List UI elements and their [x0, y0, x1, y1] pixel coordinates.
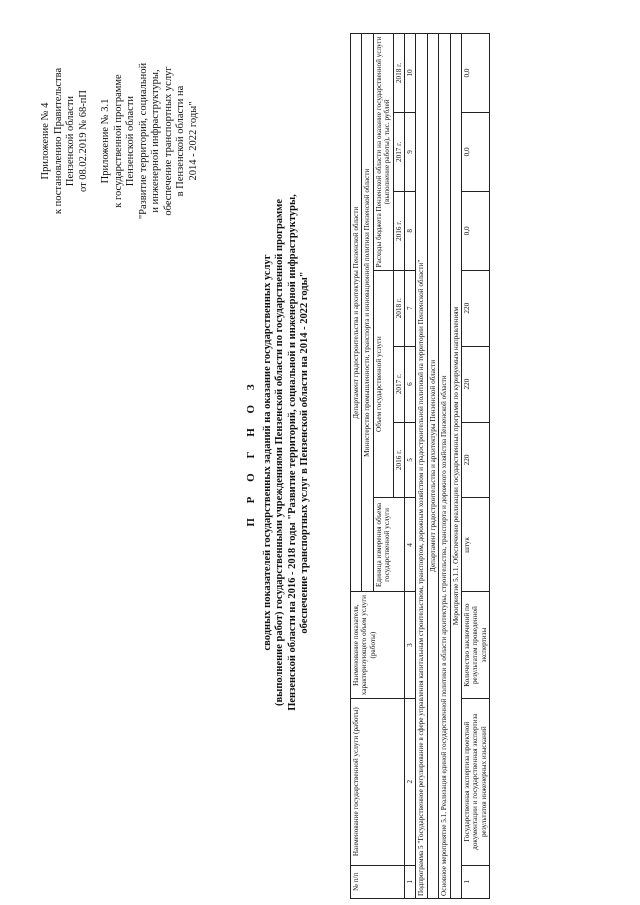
table-row — [462, 34, 490, 899]
column-number: 10 — [405, 34, 416, 113]
department-row: Департамент градостроительства и архитектуры Пензенской области — [427, 34, 438, 899]
title-line-3: Пензенской области на 2016 - 2018 годы "Развитие территорий, социальной и инженерной инфраструктуры, — [286, 194, 298, 711]
year-header: 2018 г. — [393, 270, 404, 346]
subprogram-row: Подпрограмма 5 "Государственное регулирование в сфере управления капитальным строительством, транспортом, дорожным хозяйством и градостроительной политикой на территории Пензенской области" — [416, 34, 427, 899]
row-cost-2018: 0,0 — [462, 34, 490, 113]
title-line-1: сводных показателей государственных заданий на оказание государственных услуг — [261, 254, 273, 651]
header-volume: Объем государственной услуги — [373, 270, 393, 498]
header-costs: Расходы бюджета Пензенской области на оказание государственной услуги (выполнение работы), тыс. рублей — [373, 34, 393, 271]
column-number: 5 — [405, 422, 416, 498]
row-volume-2017: 220 — [462, 346, 490, 422]
document-title — [245, 150, 312, 755]
forecast-table — [350, 33, 490, 899]
column-number: 8 — [405, 191, 416, 270]
year-header: 2016 г. — [393, 422, 404, 498]
header-ministry: Министерство промышленности, транспорта и инновационной политики Пензенской области — [362, 34, 373, 592]
row-unit: штук — [462, 498, 490, 592]
appendix-decree: Приложение № 4 к постановлению Правительства Пензенской области от 08.02.2019 № 68-пП — [40, 67, 89, 215]
column-number: 3 — [405, 592, 416, 698]
title-line-4: обеспечение транспортных услуг в Пензенской области на 2014 - 2022 годы" — [299, 271, 310, 634]
title-line-2: (выполнение работ) государственными учреждениями Пензенской области по государственной программе — [274, 199, 285, 707]
column-number: 1 — [405, 865, 416, 898]
year-header: 2016 г. — [393, 191, 404, 270]
title-word: П Р О Г Н О З — [245, 378, 257, 527]
row-cost-2016: 0,0 — [462, 191, 490, 270]
column-number: 9 — [405, 112, 416, 191]
appendix-program: Приложение № 3.1 к государственной программе Пензенской области "Развитие территорий, социальной и инженерной инфраструктуры, обеспечение транспортных услуг в Пензенской области на 2014 - 2022 годы" — [100, 62, 199, 220]
row-volume-2018: 220 — [462, 270, 490, 346]
header-indicator: Наименование показателя, характеризующего объем услуги (работы) — [351, 592, 405, 698]
column-number: 7 — [405, 270, 416, 346]
appendix-header — [40, 36, 210, 246]
header-unit: Единица измерения объема государственной услуги — [373, 498, 404, 592]
column-number: 6 — [405, 346, 416, 422]
row-num: 1 — [462, 865, 490, 898]
main-activity-row: Основное мероприятие 5.1. Реализация единой государственной политики в области архитектуры, строительства, транспорта и дорожного хозяйства Пензенской области — [439, 34, 450, 899]
header-num: № п/п — [351, 865, 405, 898]
header-service: Наименование государственной услуги (работы) — [351, 698, 405, 865]
activity-row: Мероприятие 5.1.1. Обеспечение реализации государственных программ по курируемым направлениям — [450, 34, 461, 899]
year-header: 2017 г. — [393, 112, 404, 191]
row-service: Государственная экспертиза проектной документации и государственная экспертиза результатов инженерных изысканий — [462, 698, 490, 865]
header-dept: Департамент градостроительства и архитектуры Пензенской области — [351, 34, 362, 592]
row-volume-2016: 220 — [462, 422, 490, 498]
column-number: 4 — [405, 498, 416, 592]
year-header: 2018 г. — [393, 34, 404, 113]
column-number: 2 — [405, 698, 416, 865]
year-header: 2017 г. — [393, 346, 404, 422]
row-cost-2017: 0,0 — [462, 112, 490, 191]
row-indicator: Количество заключений по результатам проведенной экспертизы — [462, 592, 490, 698]
